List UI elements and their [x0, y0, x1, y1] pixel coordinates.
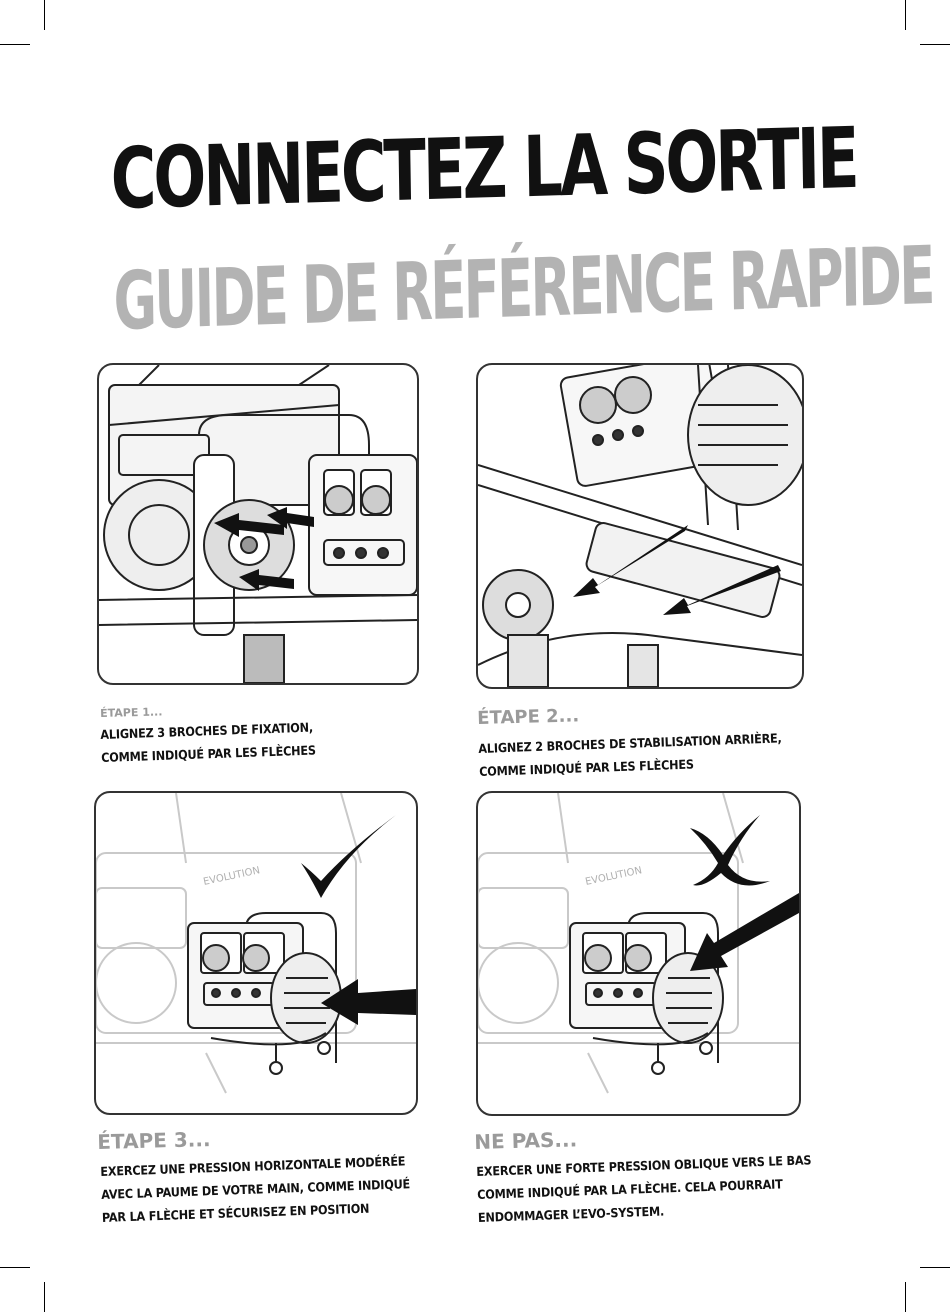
crop-mark [905, 0, 906, 30]
dont-text [476, 1148, 813, 1229]
figure-dont [476, 791, 801, 1116]
brand-logo: EVOLUTION [584, 865, 644, 888]
step-1-line: COMME INDIQUÉ PAR LES FLÈCHES [100, 742, 316, 765]
dont-line: COMME INDIQUÉ PAR LA FLÈCHE. CELA POURRAIT [476, 1176, 783, 1202]
step-2-text [478, 726, 783, 783]
crop-mark [905, 1282, 906, 1312]
step-3-line: AVEC LA PAUME DE VOTRE MAIN, COMME INDIQUÉ [100, 1176, 411, 1202]
page-subtitle: GUIDE DE RÉFÉRENCE RAPIDE [113, 229, 934, 348]
cross-icon [690, 815, 770, 886]
arrow-icon [690, 893, 799, 971]
page-title: CONNECTEZ LA SORTIE [110, 108, 858, 228]
generator-press-oblique-illustration [478, 793, 799, 1114]
dont-label: NE PAS... [474, 1127, 578, 1154]
step-3-text [100, 1149, 411, 1229]
crop-mark [920, 44, 950, 45]
figure-step-3 [94, 791, 418, 1115]
step-3-line: EXERCEZ UNE PRESSION HORIZONTALE MODÉRÉE [100, 1153, 406, 1179]
checkmark-icon [301, 815, 396, 898]
step-1-line: ALIGNEZ 3 BROCHES DE FIXATION, [100, 719, 314, 742]
generator-press-horizontal-illustration [96, 793, 416, 1113]
crop-mark [44, 1282, 45, 1312]
generator-rear-pins-illustration [478, 365, 802, 687]
figure-step-1 [97, 363, 419, 685]
step-2-line: COMME INDIQUÉ PAR LES FLÈCHES [478, 756, 694, 779]
step-2-line: ALIGNEZ 2 BROCHES DE STABILISATION ARRIÈRE, [478, 730, 782, 756]
crop-mark [0, 1267, 30, 1268]
dont-line: ENDOMMAGER L’EVO-SYSTEM. [477, 1203, 665, 1225]
step-1-text [100, 716, 316, 769]
step-3-line: PAR LA FLÈCHE ET SÉCURISEZ EN POSITION [101, 1200, 370, 1225]
crop-mark [920, 1267, 950, 1268]
crop-mark [0, 44, 30, 45]
brand-logo: EVOLUTION [202, 865, 262, 888]
step-1-label: ÉTAPE 1... [100, 705, 163, 720]
generator-attach-illustration [99, 365, 417, 683]
figure-step-2 [476, 363, 804, 689]
step-2-label: ÉTAPE 2... [477, 705, 580, 729]
dont-line: EXERCER UNE FORTE PRESSION OBLIQUE VERS LE BAS [476, 1152, 812, 1179]
step-3-label: ÉTAPE 3... [97, 1127, 211, 1154]
crop-mark [44, 0, 45, 30]
